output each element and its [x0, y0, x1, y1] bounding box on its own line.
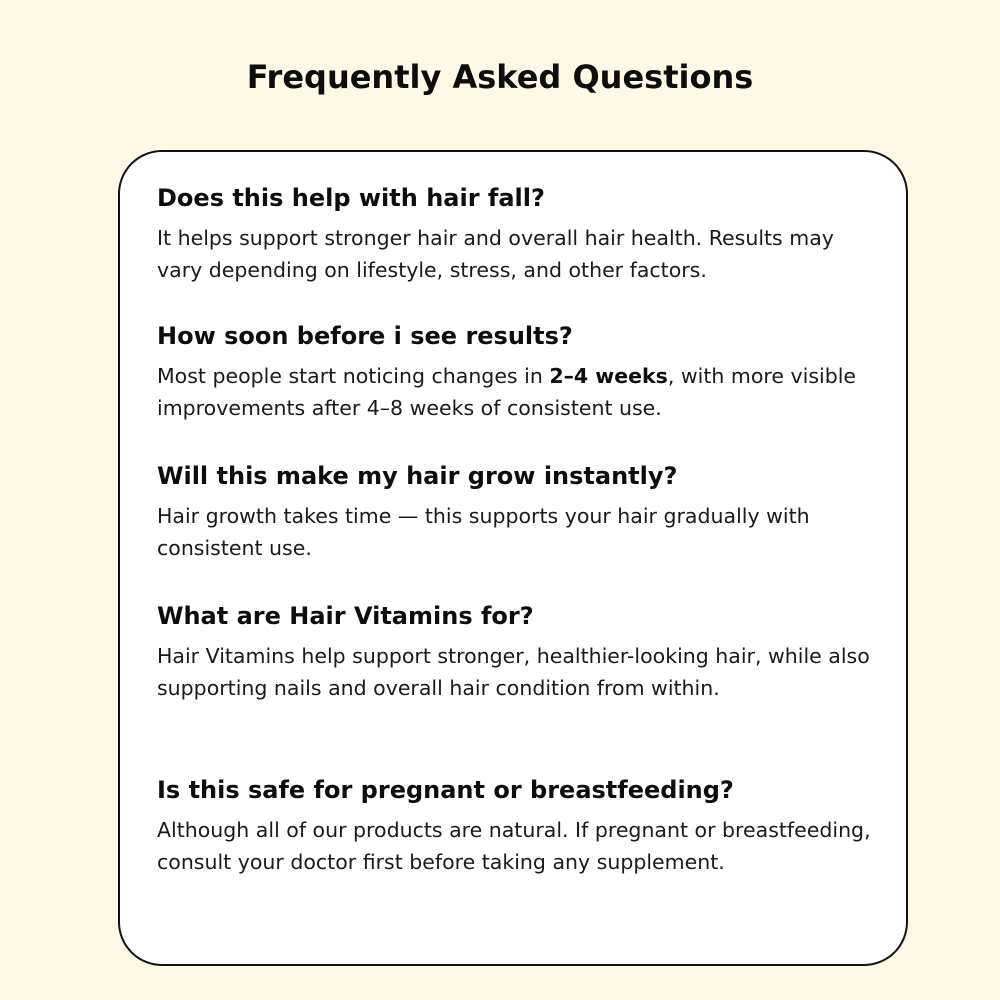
faq-answer-highlight: 2–4 weeks	[549, 364, 668, 388]
faq-item-results-timing	[157, 320, 879, 424]
faq-question: Is this safe for pregnant or breastfeeding?	[157, 776, 734, 804]
faq-item-hair-vitamins	[157, 600, 879, 704]
faq-answer: It helps support stronger hair and overall hair health. Results may vary depending on lifestyle, stress, and other factors.	[157, 226, 834, 282]
faq-item-hair-fall	[157, 182, 879, 286]
faq-question: Does this help with hair fall?	[157, 184, 545, 212]
faq-answer	[157, 360, 879, 424]
faq-answer-text: Most people start noticing changes in	[157, 364, 550, 388]
faq-answer-text: , with more visible improvements after 4–8 weeks of consistent use.	[157, 364, 857, 420]
page-title: Frequently Asked Questions	[246, 58, 754, 96]
faq-answer: Hair Vitamins help support stronger, healthier-looking hair, while also supporting nails and overall hair condition from within.	[157, 644, 870, 700]
faq-card	[118, 150, 908, 966]
faq-answer: Hair growth takes time — this supports your hair gradually with consistent use.	[157, 504, 810, 560]
faq-question: How soon before i see results?	[157, 322, 573, 350]
faq-answer: Although all of our products are natural. If pregnant or breastfeeding, consult your doctor first before taking any supplement.	[157, 818, 871, 874]
faq-question: What are Hair Vitamins for?	[157, 602, 534, 630]
faq-item-instant-growth	[157, 460, 879, 564]
faq-item-pregnancy-safety	[157, 774, 879, 878]
faq-question: Will this make my hair grow instantly?	[157, 462, 678, 490]
